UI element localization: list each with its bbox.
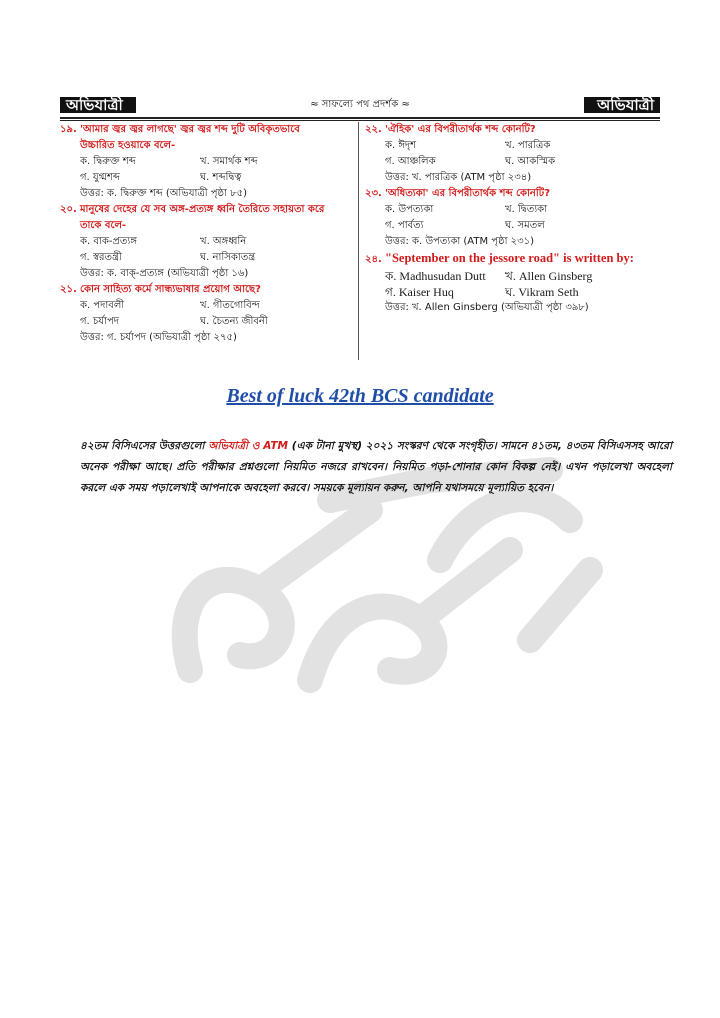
paragraph-highlight: অভিযাত্রী ও ATM xyxy=(208,440,288,452)
option-ka: ক. ঈদৃশ xyxy=(385,140,417,151)
options-row xyxy=(365,154,661,170)
option-kha: খ. পারত্রিক xyxy=(505,140,551,151)
question-text: 'অধিত্যকা' এর বিপরীতার্থক শব্দ কোনটি? xyxy=(385,188,551,199)
option-ka: ক. দ্বিরুক্ত শব্দ xyxy=(80,156,136,167)
info-paragraph xyxy=(80,436,672,499)
question-text: 'ঐহিক' এর বিপরীতার্থক শব্দ কোনটি? xyxy=(385,124,536,135)
option-ga: গ. আঞ্চলিক xyxy=(385,156,436,167)
option-kha: খ. সমার্থক শব্দ xyxy=(200,156,258,167)
option-kha: খ. দ্বিত্যকা xyxy=(505,204,548,215)
options-row xyxy=(365,218,661,234)
brand-right-logo: অভিযাত্রী xyxy=(597,96,654,114)
option-gha: ঘ. চৈতন্য জীবনী xyxy=(200,316,268,327)
option-gha: ঘ. নাসিকাতন্ত্র xyxy=(200,252,256,263)
best-of-luck-heading: Best of luck 42th BCS candidate xyxy=(226,385,494,407)
question-21 xyxy=(60,282,356,298)
option-gha: ঘ. শব্দদ্বিত্ব xyxy=(200,172,242,183)
question-number: ২১. xyxy=(60,284,77,295)
column-divider xyxy=(358,122,359,360)
brand-left-logo: অভিযাত্রী xyxy=(66,96,123,114)
right-column xyxy=(365,122,661,316)
question-number: ২২. xyxy=(365,124,382,135)
header-rule-thin xyxy=(60,120,660,121)
question-number: ২৩. xyxy=(365,188,382,199)
options-row xyxy=(365,268,661,284)
question-24 xyxy=(365,250,661,268)
header-tagline: ≈ সাফল্যে পথ প্রদর্শক ≈ xyxy=(310,99,410,110)
options-row xyxy=(60,170,356,186)
options-row xyxy=(365,284,661,300)
option-ga: গ. স্বরতন্ত্রী xyxy=(80,252,122,263)
left-column xyxy=(60,122,356,346)
options-row xyxy=(60,234,356,250)
page-header xyxy=(60,95,660,117)
option-gha: ঘ. আকস্মিক xyxy=(505,156,556,167)
answer-line: উত্তর: খ. পারত্রিক (ATM পৃষ্ঠা ২৩৪) xyxy=(385,172,532,183)
question-text-cont: উচ্চারিত হওয়াকে বলে- xyxy=(80,140,176,151)
option-kha: খ. Allen Ginsberg xyxy=(505,269,593,283)
question-number: ১৯. xyxy=(60,124,77,135)
options-row xyxy=(60,314,356,330)
option-ga: গ. পার্বত্য xyxy=(385,220,424,231)
option-ka: ক. পদাবলী xyxy=(80,300,125,311)
option-ka: ক. Madhusudan Dutt xyxy=(385,269,486,283)
options-row xyxy=(60,298,356,314)
option-gha: ঘ. সমতল xyxy=(505,220,545,231)
option-kha: খ. গীতগোবিন্দ xyxy=(200,300,260,311)
answer-line: উত্তর: গ. চর্যাপদ (অভিযাত্রী পৃষ্ঠা ২৭৫) xyxy=(80,332,237,343)
header-rule-thick xyxy=(60,117,660,119)
question-19 xyxy=(60,122,356,154)
option-ga: গ. যুগ্মশব্দ xyxy=(80,172,120,183)
question-20 xyxy=(60,202,356,234)
paragraph-text-rest: (এক টানা মুখস্থ) ২০২১ সংস্করণ থেকে সংগৃহীত। সামনে ৪১তম, ৪৩তম বিসিএসসহ আরো অনেক পরীক্ষা আছে। প্রতি পরীক্ষার প্রশ্নগুলো নিয়মিত নজরে রাখবেন। নিয়মিত পড়া-শোনার কোন বিকল্প নেই। এখন পড়ালেখা অবহেলা করলে এক সময় পড়ালেখাই আপনাকে অবহেলা করবে। সময়কে মূল্যায়ন করুন, আপনি যথাসময়ে মূল্যায়িত হবেন। xyxy=(80,440,672,494)
question-number: ২৪. xyxy=(365,254,382,265)
option-ka: ক. উপত্যকা xyxy=(385,204,434,215)
question-text: "September on the jessore road" is written by: xyxy=(385,251,634,265)
question-text: মানুষের দেহের যে সব অঙ্গ-প্রত্যঙ্গ ধ্বনি তৈরিতে সহায়তা করে xyxy=(80,204,325,215)
paragraph-text-start: ৪২তম বিসিএসের উত্তরগুলো xyxy=(80,440,209,452)
options-row xyxy=(60,154,356,170)
question-text-cont: তাকে বলে- xyxy=(80,220,127,231)
options-row xyxy=(365,202,661,218)
answer-line: উত্তর: ক. বাক্-প্রত্যঙ্গ (অভিযাত্রী পৃষ্ঠা ১৬) xyxy=(80,268,249,279)
options-row xyxy=(60,250,356,266)
option-gha: ঘ. Vikram Seth xyxy=(505,285,579,299)
option-ga: গ. চর্যাপদ xyxy=(80,316,120,327)
option-ka: ক. বাক-প্রত্যঙ্গ xyxy=(80,236,137,247)
answer-line: উত্তর: ক. দ্বিরুক্ত শব্দ (অভিযাত্রী পৃষ্ঠা ৮৫) xyxy=(80,188,248,199)
question-text: কোন সাহিত্য কর্মে সান্ধ্যভাষার প্রয়োগ আছে? xyxy=(80,284,261,295)
option-kha: খ. অঙ্গধ্বনি xyxy=(200,236,247,247)
option-ga: গ. Kaiser Huq xyxy=(385,285,454,299)
question-number: ২০. xyxy=(60,204,77,215)
answer-line: উত্তর: খ. Allen Ginsberg (অভিযাত্রী পৃষ্ঠা ৩৯৮) xyxy=(385,302,589,313)
options-row xyxy=(365,138,661,154)
answer-line: উত্তর: ক. উপত্যকা (ATM পৃষ্ঠা ২৩১) xyxy=(385,236,535,247)
question-23 xyxy=(365,186,661,202)
question-22 xyxy=(365,122,661,138)
question-text: 'আমার জ্বর জ্বর লাগছে' জ্বর জ্বর শব্দ দুটি অবিকৃতভাবে xyxy=(80,124,300,135)
